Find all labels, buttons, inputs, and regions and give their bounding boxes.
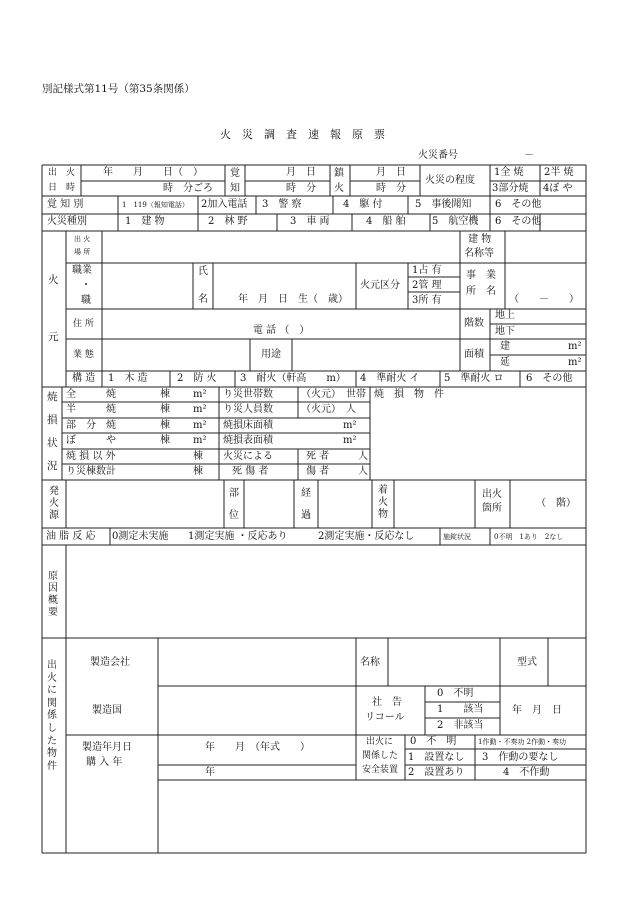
area-built-unit: m² — [568, 341, 582, 352]
fire-degree-label: 火災の程度 — [425, 175, 475, 186]
fire-type-1: 1 建 物 — [125, 216, 165, 227]
burned-property-label: 焼 損 物 件 — [374, 389, 444, 400]
m2-unit: m² — [193, 420, 207, 431]
dong-unit: 棟 — [160, 420, 170, 431]
cause-label-3: 概 — [48, 595, 58, 606]
fire-type-4: 4 船 舶 — [366, 216, 406, 227]
persons-unit: （火元） 人 — [301, 404, 356, 415]
origin-class-1: 1占 有 — [412, 265, 442, 276]
surface-area-unit: m² — [343, 435, 357, 446]
building-label-b: 名称等 — [464, 248, 494, 259]
birth-date: 年 月 日 生（ 歳） — [238, 294, 348, 305]
mfg-date-label: 製造年月日 — [82, 742, 132, 753]
damage-row-label: 焼 損 以 外 — [66, 451, 116, 462]
structure-2: 2 防 火 — [177, 373, 217, 384]
safety-option-2: 2 設置あり — [408, 767, 465, 778]
recall-label-1: 社 告 — [372, 697, 402, 708]
country-label: 製造国 — [92, 705, 122, 716]
recall-date: 年 月 日 — [512, 705, 562, 716]
maker-label: 製造会社 — [90, 657, 130, 668]
origin-class-3: 3所 有 — [412, 295, 442, 306]
structure-5: 5 準耐火 ロ — [444, 373, 504, 384]
location-label-2: 箇所 — [482, 503, 502, 514]
awareness-type-label: 覚 知 別 — [47, 199, 84, 210]
injured-label: 傷 者 — [306, 466, 330, 477]
place-label-b: 場 所 — [74, 248, 91, 256]
name-label-1: 氏 — [198, 266, 208, 277]
outbreak-label-b: 日 時 — [48, 183, 76, 193]
origin-class-2: 2管 理 — [412, 280, 442, 291]
floor-paren: （ 階） — [536, 498, 576, 509]
page-title: 火 災 調 査 速 報 原 票 — [220, 128, 385, 141]
fire-type-label: 火災種別 — [47, 216, 87, 227]
route-label-2: 過 — [301, 510, 311, 521]
damage-row-label: り災棟数計 — [66, 466, 116, 477]
job-label-3: 職 — [81, 295, 91, 306]
fire-type-2: 2 林 野 — [208, 216, 248, 227]
business-type-label: 業 態 — [73, 350, 94, 360]
awareness-option-1: 1 119（報知電話） — [122, 201, 189, 209]
area-label: 面積 — [464, 349, 484, 360]
awareness-label-a: 覚 — [230, 168, 240, 179]
purchase-year-label: 購 入 年 — [86, 757, 123, 768]
job-label-1: 職業 — [72, 265, 92, 276]
damage-side-1: 焼 — [47, 391, 58, 403]
source-label-3: 源 — [49, 510, 59, 521]
safety-operation-note: 1作動・不奏功 2作動・奏功 — [478, 738, 567, 746]
fire-type-3: 3 車 両 — [290, 216, 330, 227]
origin-side-char-2: 元 — [48, 331, 59, 343]
extinguish-date: 月 日 — [376, 167, 406, 178]
structure-label: 構 造 — [72, 373, 96, 384]
damage-row-label: 部 分 焼 — [66, 420, 116, 431]
fire-type-5: 5 航空機 — [432, 216, 479, 227]
building-label-a: 建 物 — [468, 234, 492, 245]
m2-unit: m² — [193, 404, 207, 415]
cause-label-2: 因 — [48, 583, 58, 594]
degree-partial: 3部分焼 — [492, 183, 529, 194]
awareness-date: 月 日 — [286, 167, 316, 178]
awareness-label-b: 知 — [230, 183, 240, 194]
fire-number-dash: － — [524, 150, 534, 161]
mfg-date-value: 年 月 （年式 ） — [205, 742, 310, 753]
origin-side-char-1: 火 — [48, 274, 59, 286]
dong-unit: 棟 — [193, 466, 203, 477]
form-number: 別記様式第11号（第35条関係） — [42, 83, 195, 95]
route-label-1: 経 — [301, 488, 311, 499]
address-label: 住 所 — [73, 319, 94, 329]
fire-type-6: 6 その他 — [495, 216, 542, 227]
ignited-label-1: 着 — [378, 485, 388, 496]
degree-full: 1全 焼 — [494, 167, 524, 178]
business-phone: （ － ） — [509, 294, 579, 305]
injured-unit: 人 — [358, 466, 368, 477]
purchase-year-value: 年 — [205, 767, 215, 778]
awareness-option-6: 6 その他 — [495, 199, 542, 210]
dong-unit: 棟 — [160, 389, 170, 400]
ignited-label-2: 火 — [378, 497, 388, 508]
awareness-option-3: 3 警 察 — [262, 199, 302, 210]
structure-3: 3 耐火（軒高 m） — [240, 373, 346, 384]
model-label: 型式 — [517, 657, 537, 668]
area-total-unit: m² — [568, 357, 582, 368]
source-label-2: 火 — [49, 498, 59, 509]
dong-unit: 棟 — [160, 404, 170, 415]
households-unit: （火元） 世帯 — [301, 389, 366, 400]
awareness-option-4: 4 駆 付 — [343, 199, 383, 210]
outbreak-label-a: 出 火 — [48, 168, 76, 178]
structure-4: 4 準耐火 イ — [360, 373, 420, 384]
structure-1: 1 木 造 — [108, 373, 148, 384]
recall-label-2: リコール — [365, 712, 405, 723]
oil-reaction-label: 油 脂 反 応 — [46, 531, 96, 542]
degree-half: 2半 焼 — [544, 167, 574, 178]
oil-option-0: 0測定未実施 — [112, 531, 169, 542]
cause-label-1: 原 — [48, 571, 58, 582]
use-label: 用途 — [261, 349, 281, 360]
recall-option-2: 2 非該当 — [437, 720, 484, 731]
related-product-label: 出火に関係した物件 — [47, 660, 57, 772]
ignited-label-3: 物 — [378, 509, 388, 520]
safety-label-3: 安全装置 — [362, 765, 399, 775]
area-total-label: 延 — [500, 357, 510, 368]
name-label-2: 名 — [198, 294, 208, 305]
safety-label-1: 出火に — [366, 737, 394, 747]
extinguish-label-b: 火 — [334, 183, 344, 194]
households-label: り災世帯数 — [223, 389, 273, 400]
damage-side-2: 損 — [47, 414, 58, 426]
casualties-label-a: 火災による — [223, 451, 273, 462]
location-label-1: 出火 — [482, 489, 502, 500]
business-label-2: 所 名 — [466, 286, 496, 297]
dong-unit: 棟 — [160, 435, 170, 446]
oil-option-1: 1測定実施 ・反応あり — [188, 531, 288, 542]
persons-label: り災人員数 — [223, 404, 273, 415]
surface-area-label: 焼損表面積 — [223, 435, 273, 446]
cause-label-4: 要 — [48, 607, 58, 618]
floors-below: 地下 — [495, 326, 515, 337]
floor-area-label: 焼損床面積 — [223, 420, 273, 431]
place-label-a: 出 火 — [74, 235, 91, 243]
safety-option-0: 0 不 明 — [410, 736, 457, 747]
m2-unit: m² — [193, 435, 207, 446]
area-built-label: 建 — [500, 341, 510, 352]
phone-label: 電 話 （ ） — [253, 325, 310, 336]
product-name-label: 名称 — [360, 657, 380, 668]
lock-status-label: 施錠状況 — [443, 533, 471, 541]
awareness-option-2: 2加入電話 — [201, 199, 248, 210]
lock-status-options: 0不明 1あり 2なし — [494, 533, 564, 541]
source-label-1: 発 — [49, 486, 59, 497]
recall-option-0: 0 不明 — [437, 688, 474, 699]
origin-class-label: 火元区分 — [360, 280, 400, 291]
floor-area-unit: m² — [343, 420, 357, 431]
oil-option-2: 2測定実施・反応なし — [318, 531, 415, 542]
outbreak-time: 時 分ごろ — [163, 183, 213, 194]
extinguish-label-a: 鎮 — [334, 168, 344, 179]
safety-option-1: 1 設置なし — [408, 752, 465, 763]
fire-number-label: 火災番号 — [418, 150, 458, 161]
awareness-option-5: 5 事後聞知 — [415, 199, 472, 210]
floors-label: 階数 — [464, 318, 484, 329]
dong-unit: 棟 — [193, 451, 203, 462]
deaths-label: 死 者 — [306, 451, 330, 462]
floors-above: 地上 — [495, 310, 515, 321]
part-label-2: 位 — [229, 510, 239, 521]
safety-option-3: 3 作動の要なし — [482, 752, 559, 763]
awareness-time: 時 分 — [286, 183, 316, 194]
recall-option-1: 1 該当 — [437, 704, 484, 715]
damage-row-label: 全 焼 — [66, 389, 116, 400]
degree-small: 4ぼ や — [543, 183, 573, 194]
business-label-1: 事 業 — [466, 270, 496, 281]
extinguish-time: 時 分 — [376, 183, 406, 194]
safety-label-2: 関係した — [362, 751, 399, 761]
structure-6: 6 その他 — [526, 373, 573, 384]
job-label-2: ・ — [81, 280, 91, 291]
damage-row-label: 半 焼 — [66, 404, 116, 415]
damage-side-3: 状 — [47, 437, 58, 449]
safety-option-4: 4 不作動 — [503, 767, 550, 778]
m2-unit: m² — [193, 389, 207, 400]
deaths-unit: 人 — [358, 451, 368, 462]
damage-side-4: 況 — [47, 460, 58, 472]
casualties-label-b: 死 傷 者 — [232, 466, 269, 477]
damage-row-label: ぼ や — [66, 435, 116, 446]
part-label-1: 部 — [229, 488, 239, 499]
outbreak-date: 年 月 日（ ） — [103, 167, 203, 178]
